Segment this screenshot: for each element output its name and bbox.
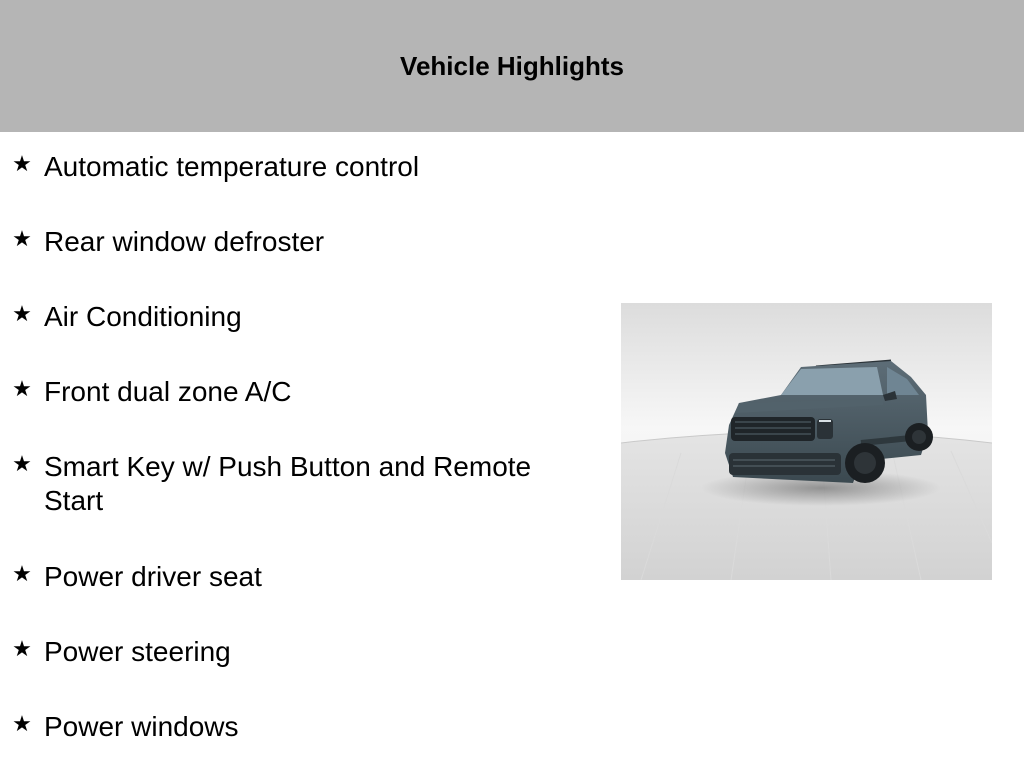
header-bar xyxy=(0,0,1024,132)
star-icon: ★ xyxy=(12,302,32,327)
star-icon: ★ xyxy=(12,637,32,662)
highlight-label: Power steering xyxy=(44,636,231,667)
list-item xyxy=(0,450,600,518)
highlight-label: Smart Key w/ Push Button and Remote Start xyxy=(44,451,532,516)
highlight-label: Rear window defroster xyxy=(44,226,325,257)
list-item xyxy=(0,560,600,594)
highlight-label: Air Conditioning xyxy=(44,301,242,332)
star-icon: ★ xyxy=(12,712,32,737)
highlight-label: Power driver seat xyxy=(44,561,262,592)
list-item xyxy=(0,375,600,409)
star-icon: ★ xyxy=(12,152,32,177)
highlight-label: Power windows xyxy=(44,711,239,742)
list-item xyxy=(0,710,600,744)
star-icon: ★ xyxy=(12,562,32,587)
list-item xyxy=(0,150,600,184)
list-item xyxy=(0,225,600,259)
star-icon: ★ xyxy=(12,227,32,252)
page-title: Vehicle Highlights xyxy=(400,50,624,81)
highlight-label: Front dual zone A/C xyxy=(44,376,292,407)
list-item xyxy=(0,300,600,334)
star-icon: ★ xyxy=(12,377,32,402)
highlight-label: Automatic temperature control xyxy=(44,151,420,182)
list-item xyxy=(0,635,600,669)
vehicle-photo xyxy=(621,303,992,580)
star-icon: ★ xyxy=(12,452,32,477)
